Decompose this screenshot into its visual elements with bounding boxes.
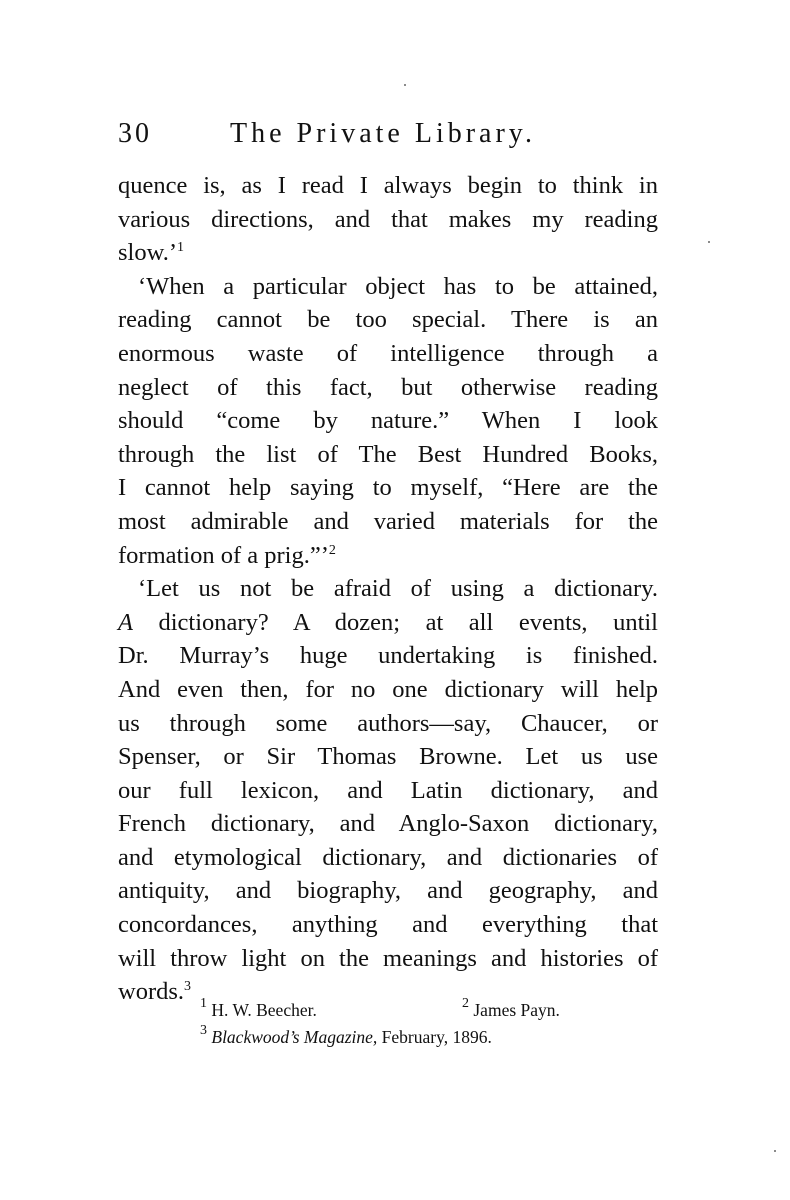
footnote-ref: 2 [328,542,336,558]
footnote-1: $^1$ H. W. Beecher. [200,996,317,1020]
text-line: And even then, for no one dictionary will help [118,675,658,703]
text-line: and etymological dictionary, and dictionaries of [118,843,658,871]
text-line: I cannot help saying to myself, “Here are the [118,474,658,502]
text-line: through the list of The Best Hundred Books, [118,440,658,468]
text-line: antiquity, and biography, and geography, and [118,877,658,905]
scan-speck [708,241,710,243]
text-line: ‘When a particular object has to be attained, [138,272,658,300]
running-title: The Private Library. [230,118,536,149]
text-line: reading cannot be too special. There is an [118,306,658,334]
text-line: French dictionary, and Anglo-Saxon dictionary, [118,810,658,838]
page-number: 30 [118,118,152,149]
text-line: slow.’$^1$ [118,239,184,267]
text-line: formation of a prig.”’$^2$ [118,541,336,569]
text-line: quence is, as I read I always begin to think in [118,172,658,199]
footnote-row [200,997,600,1024]
footnote-3: $^3$ Blackwood’s Magazine, February, 1896. [200,1023,492,1047]
footnote-ref: 1 [176,240,184,256]
scan-speck [774,1150,776,1152]
text-line: should “come by nature.” When I look [118,407,658,435]
text-line: will throw light on the meanings and histories of [118,944,658,972]
text-line: our full lexicon, and Latin dictionary, and [118,776,658,804]
text-line: us through some authors—say, Chaucer, or [118,709,658,737]
text-line: ‘Let us not be afraid of using a dictionary. [138,575,658,603]
text-line: A dictionary? A dozen; at all events, until [118,608,658,636]
scan-speck [404,84,406,86]
footnote-3-title: Blackwood’s Magazine, [211,1027,378,1047]
text-line: Spenser, or Sir Thomas Browne. Let us use [118,743,658,771]
text-line: Dr. Murray’s huge undertaking is finished. [118,642,658,670]
italic-a: A [118,608,133,636]
running-head [118,118,658,158]
footnote-2: $^2$ James Payn. [462,996,560,1020]
footnotes [200,997,600,1051]
text-line: concordances, anything and everything that [118,911,658,939]
text-line: neglect of this fact, but otherwise reading [118,373,658,401]
body-text [118,169,658,1009]
text-line: words.$^3$ [118,978,192,1006]
text-line: enormous waste of intelligence through a [118,339,658,367]
footnote-ref: 3 [184,979,192,995]
text-line: most admirable and varied materials for the [118,507,658,535]
text-line: various directions, and that makes my reading [118,205,658,233]
